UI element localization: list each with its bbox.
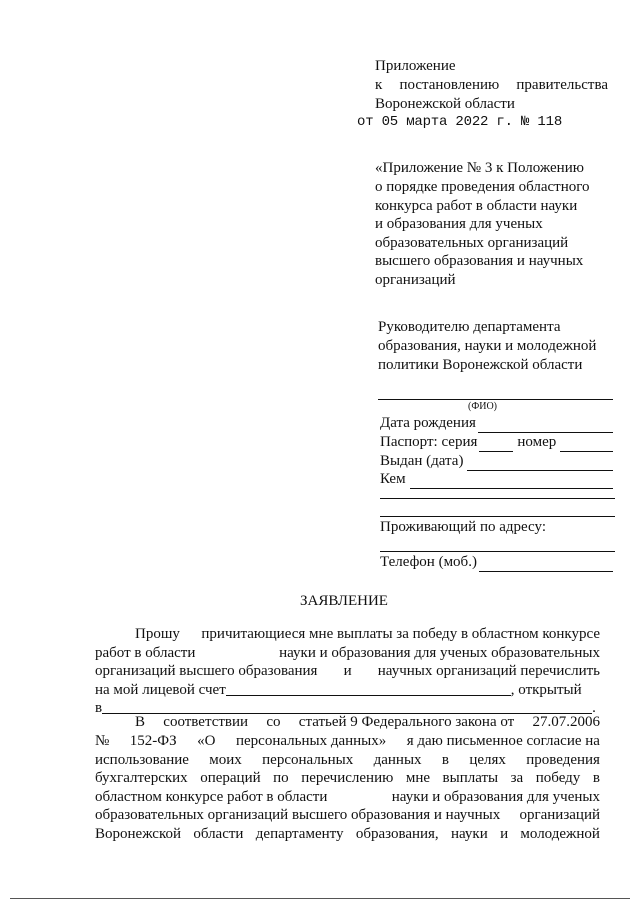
p2-line-2: № 152-ФЗ «О персональных данных» я даю письменное согласие на	[95, 733, 600, 749]
birth-date-field[interactable]	[478, 418, 613, 433]
passport-row: Паспорт: серия номер	[380, 433, 613, 452]
page-bottom-edge	[10, 898, 630, 899]
account-number-field[interactable]	[226, 681, 511, 696]
appendix-line-6: высшего образования и научных	[375, 253, 584, 269]
address-field-line[interactable]	[380, 551, 615, 552]
addressee-line-3: политики Воронежской области	[378, 357, 583, 373]
header-decree-date: от 05 марта 2022 г. № 118	[357, 114, 563, 130]
phone-row: Телефон (моб.)	[380, 553, 613, 572]
p1-line-3: организаций высшего образования и научных организаций перечислить	[95, 663, 600, 679]
issued-by-extra-line-2[interactable]	[380, 516, 615, 517]
p2-line-1: В соответствии со статьей 9 Федерального закона от 27.07.2006	[135, 714, 600, 730]
phone-field[interactable]	[479, 557, 613, 572]
appendix-line-7: организаций	[375, 272, 456, 288]
header-line-1: Приложение	[375, 58, 456, 74]
addressee-line-2: образования, науки и молодежной	[378, 338, 597, 354]
p1-line-4: на мой лицевой счет , открытый	[95, 682, 582, 698]
fio-caption: (ФИО)	[468, 401, 498, 412]
passport-number-field[interactable]	[560, 437, 613, 452]
issued-row: Выдан (дата)	[380, 452, 613, 471]
issued-by-field[interactable]	[410, 474, 613, 489]
appendix-line-4: и образования для ученых	[375, 216, 543, 232]
p2-line-4: бухгалтерских операций по перечислению мне выплаты за победу в	[95, 770, 600, 786]
appendix-line-3: конкурса работ в области науки	[375, 198, 578, 214]
address-label: Проживающий по адресу:	[380, 519, 546, 535]
p2-line-7: Воронежской области департаменту образования, науки и молодежной	[95, 826, 600, 842]
p1-line-2: работ в области науки и образования для ученых образовательных	[95, 645, 600, 661]
issued-date-field[interactable]	[467, 456, 613, 471]
issued-by-row: Кем	[380, 470, 613, 489]
addressee-line-1: Руководителю департамента	[378, 319, 561, 335]
birth-date-row: Дата рождения	[380, 414, 613, 433]
bank-name-field[interactable]	[102, 699, 592, 714]
issued-by-extra-line-1[interactable]	[380, 498, 615, 499]
appendix-line-1: «Приложение № 3 к Положению	[375, 160, 584, 176]
header-line-2: к постановлению правительства	[375, 77, 608, 93]
statement-title: ЗАЯВЛЕНИЕ	[300, 593, 388, 609]
p2-line-3: использование моих персональных данных в целях проведения	[95, 752, 600, 768]
fio-field-line[interactable]	[378, 399, 613, 400]
passport-series-field[interactable]	[479, 437, 513, 452]
appendix-line-2: о порядке проведения областного	[375, 179, 590, 195]
p2-line-5: областном конкурсе работ в области науки и образования для ученых	[95, 789, 600, 805]
p1-line-1: Прошу причитающиеся мне выплаты за победу в областном конкурсе	[135, 626, 600, 642]
p1-line-5: в .	[95, 700, 596, 716]
appendix-line-5: образовательных организаций	[375, 235, 569, 251]
header-line-3: Воронежской области	[375, 96, 515, 112]
p2-line-6: образовательных организаций высшего образования и научных организаций	[95, 807, 600, 823]
